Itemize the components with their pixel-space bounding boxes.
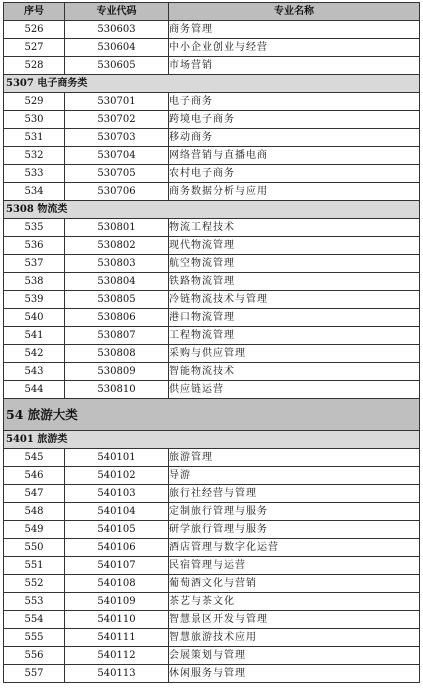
- cell-code: 540111: [65, 629, 169, 647]
- table-row: [4, 665, 420, 683]
- table-row: [4, 363, 420, 381]
- cell-code: 530804: [65, 273, 169, 291]
- cell-name: 旅行社经营与管理: [169, 485, 420, 503]
- table-row: [4, 557, 420, 575]
- table-row: [4, 467, 420, 485]
- cell-name: 智能物流技术: [169, 363, 420, 381]
- table-row: [4, 539, 420, 557]
- table-row: [4, 147, 420, 165]
- header-seq: 序号: [4, 3, 65, 21]
- cell-code: 540108: [65, 575, 169, 593]
- cell-seq: 549: [4, 521, 65, 539]
- cell-code: 540102: [65, 467, 169, 485]
- table-row: [4, 273, 420, 291]
- cell-code: 530704: [65, 147, 169, 165]
- cell-seq: 540: [4, 309, 65, 327]
- table-row: [4, 611, 420, 629]
- cell-seq: 551: [4, 557, 65, 575]
- cell-code: 530706: [65, 183, 169, 201]
- table-row: [4, 183, 420, 201]
- cell-code: 530802: [65, 237, 169, 255]
- cell-seq: 546: [4, 467, 65, 485]
- table-row: [4, 165, 420, 183]
- table-body: [4, 21, 420, 683]
- subcategory-row: [4, 75, 420, 93]
- cell-name: 研学旅行管理与服务: [169, 521, 420, 539]
- cell-code: 530810: [65, 381, 169, 399]
- table-row: [4, 521, 420, 539]
- cell-name: 物流工程技术: [169, 219, 420, 237]
- table-row: [4, 291, 420, 309]
- cell-name: 民宿管理与运营: [169, 557, 420, 575]
- table-row: [4, 381, 420, 399]
- cell-code: 530807: [65, 327, 169, 345]
- subcategory-label: 5401 旅游类: [4, 431, 420, 449]
- cell-seq: 539: [4, 291, 65, 309]
- cell-name: 电子商务: [169, 93, 420, 111]
- cell-name: 中小企业创业与经营: [169, 39, 420, 57]
- cell-seq: 545: [4, 449, 65, 467]
- cell-name: 现代物流管理: [169, 237, 420, 255]
- subcategory-label: 5307 电子商务类: [4, 75, 420, 93]
- cell-name: 铁路物流管理: [169, 273, 420, 291]
- cell-code: 540106: [65, 539, 169, 557]
- cell-name: 跨境电子商务: [169, 111, 420, 129]
- cell-seq: 541: [4, 327, 65, 345]
- cell-name: 茶艺与茶文化: [169, 593, 420, 611]
- cell-code: 540110: [65, 611, 169, 629]
- cell-seq: 544: [4, 381, 65, 399]
- table-row: [4, 39, 420, 57]
- cell-seq: 534: [4, 183, 65, 201]
- cell-seq: 555: [4, 629, 65, 647]
- cell-name: 供应链运营: [169, 381, 420, 399]
- table-row: [4, 93, 420, 111]
- table-row: [4, 57, 420, 75]
- cell-name: 休闲服务与管理: [169, 665, 420, 683]
- table-row: [4, 219, 420, 237]
- cell-seq: 553: [4, 593, 65, 611]
- cell-seq: 542: [4, 345, 65, 363]
- cell-name: 商务数据分析与应用: [169, 183, 420, 201]
- cell-name: 冷链物流技术与管理: [169, 291, 420, 309]
- major-catalog-table: [3, 2, 420, 683]
- header-name: 专业名称: [169, 3, 420, 21]
- cell-seq: 529: [4, 93, 65, 111]
- cell-code: 530702: [65, 111, 169, 129]
- category-row: [4, 399, 420, 431]
- subcategory-row: [4, 201, 420, 219]
- cell-name: 移动商务: [169, 129, 420, 147]
- table-row: [4, 327, 420, 345]
- cell-seq: 543: [4, 363, 65, 381]
- table-row: [4, 575, 420, 593]
- cell-seq: 552: [4, 575, 65, 593]
- table-row: [4, 345, 420, 363]
- category-label: 54 旅游大类: [4, 399, 420, 431]
- cell-seq: 533: [4, 165, 65, 183]
- cell-name: 采购与供应管理: [169, 345, 420, 363]
- cell-code: 530604: [65, 39, 169, 57]
- cell-name: 市场营销: [169, 57, 420, 75]
- cell-code: 540107: [65, 557, 169, 575]
- cell-name: 农村电子商务: [169, 165, 420, 183]
- cell-name: 导游: [169, 467, 420, 485]
- cell-code: 530705: [65, 165, 169, 183]
- table-row: [4, 485, 420, 503]
- header-code: 专业代码: [65, 3, 169, 21]
- subcategory-row: [4, 431, 420, 449]
- cell-seq: 538: [4, 273, 65, 291]
- cell-name: 智慧景区开发与管理: [169, 611, 420, 629]
- cell-name: 酒店管理与数字化运营: [169, 539, 420, 557]
- cell-code: 540113: [65, 665, 169, 683]
- table-row: [4, 503, 420, 521]
- table-row: [4, 255, 420, 273]
- cell-seq: 556: [4, 647, 65, 665]
- table-row: [4, 111, 420, 129]
- table-row: [4, 129, 420, 147]
- table-row: [4, 237, 420, 255]
- cell-code: 530701: [65, 93, 169, 111]
- cell-code: 540105: [65, 521, 169, 539]
- cell-name: 智慧旅游技术应用: [169, 629, 420, 647]
- cell-name: 网络营销与直播电商: [169, 147, 420, 165]
- cell-seq: 530: [4, 111, 65, 129]
- cell-name: 港口物流管理: [169, 309, 420, 327]
- cell-name: 工程物流管理: [169, 327, 420, 345]
- cell-name: 旅游管理: [169, 449, 420, 467]
- cell-code: 540101: [65, 449, 169, 467]
- cell-code: 530703: [65, 129, 169, 147]
- table-header-row: [4, 3, 420, 21]
- cell-seq: 526: [4, 21, 65, 39]
- cell-name: 航空物流管理: [169, 255, 420, 273]
- cell-seq: 547: [4, 485, 65, 503]
- cell-name: 商务管理: [169, 21, 420, 39]
- cell-seq: 550: [4, 539, 65, 557]
- cell-code: 530605: [65, 57, 169, 75]
- cell-seq: 532: [4, 147, 65, 165]
- cell-name: 会展策划与管理: [169, 647, 420, 665]
- table-row: [4, 449, 420, 467]
- subcategory-label: 5308 物流类: [4, 201, 420, 219]
- cell-code: 540103: [65, 485, 169, 503]
- cell-code: 530801: [65, 219, 169, 237]
- cell-code: 530808: [65, 345, 169, 363]
- cell-seq: 548: [4, 503, 65, 521]
- cell-code: 540104: [65, 503, 169, 521]
- cell-seq: 527: [4, 39, 65, 57]
- cell-code: 530805: [65, 291, 169, 309]
- table-row: [4, 629, 420, 647]
- cell-seq: 557: [4, 665, 65, 683]
- table-row: [4, 593, 420, 611]
- table-row: [4, 647, 420, 665]
- cell-code: 530806: [65, 309, 169, 327]
- table-row: [4, 21, 420, 39]
- cell-code: 540109: [65, 593, 169, 611]
- cell-seq: 536: [4, 237, 65, 255]
- cell-code: 530809: [65, 363, 169, 381]
- cell-name: 葡萄酒文化与营销: [169, 575, 420, 593]
- cell-code: 540112: [65, 647, 169, 665]
- cell-seq: 528: [4, 57, 65, 75]
- cell-seq: 537: [4, 255, 65, 273]
- cell-name: 定制旅行管理与服务: [169, 503, 420, 521]
- table-row: [4, 309, 420, 327]
- cell-seq: 535: [4, 219, 65, 237]
- cell-seq: 554: [4, 611, 65, 629]
- cell-seq: 531: [4, 129, 65, 147]
- cell-code: 530603: [65, 21, 169, 39]
- cell-code: 530803: [65, 255, 169, 273]
